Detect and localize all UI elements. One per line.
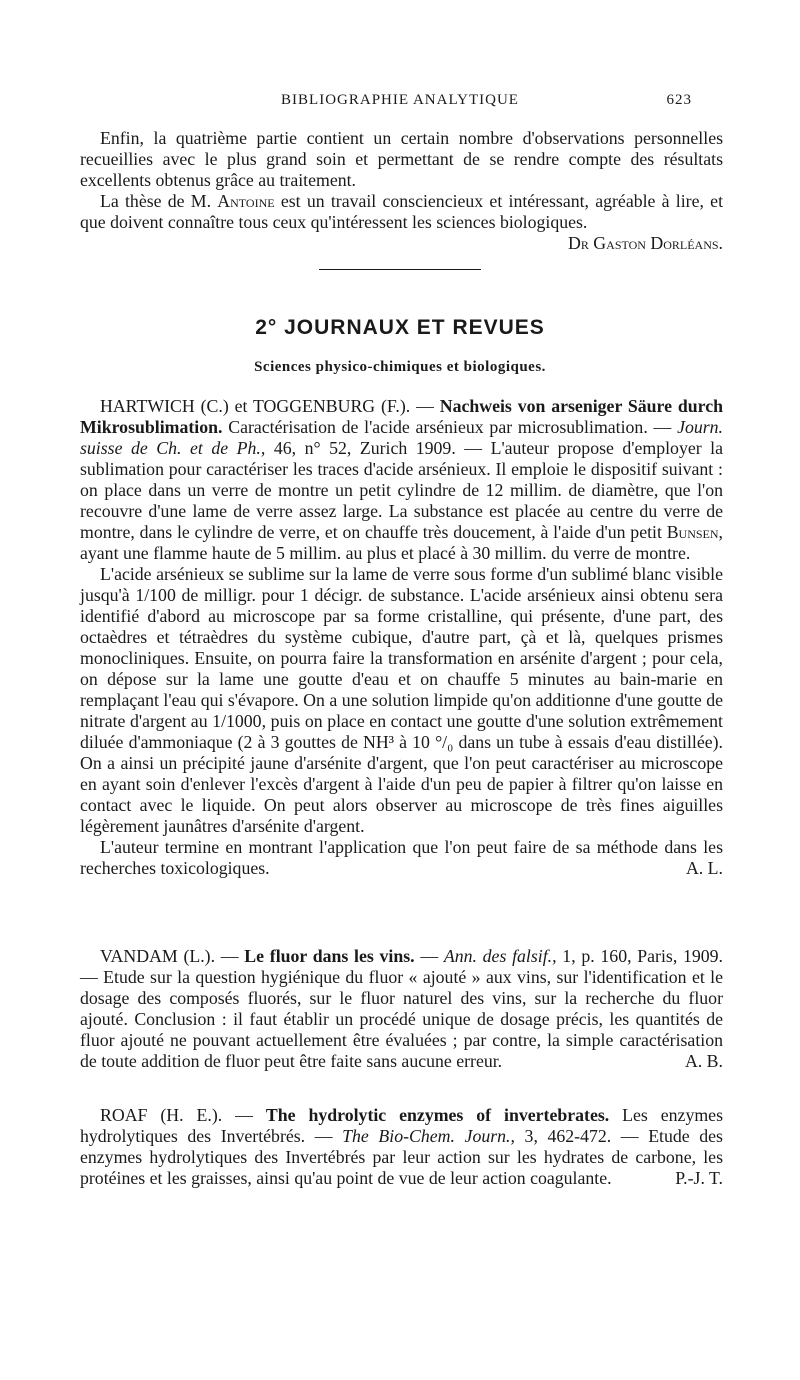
review-title: Le fluor dans les vins. <box>244 946 415 966</box>
journal-name: Journ. suisse de Ch. et de Ph., <box>80 417 724 458</box>
review-paragraph: L'auteur termine en montrant l'application que l'on peut faire de sa méthode dans les recherches toxicologiques. A. L. <box>80 837 723 878</box>
review-roaf <box>80 1105 723 1189</box>
review-paragraph: L'acide arsénieux se sublime sur la lame de verre sous forme d'un sublimé blanc visible jusqu'à 1/100 de milligr. pour 1 décigr. de substance. L'acide arsénieux ainsi obtenu sera identifié d'abord au microscope par sa forme cristalline, qui présente, d'une part, des octaèdres et tétraèdres du système cubique, d'autre part, çà et là, quelques prismes monocliniques. Ensuite, on pourra faire la transformation en arsénite d'argent ; pour cela, on dépose sur la lame une goutte d'eau et on chauffe 5 minutes au bain-marie en remplaçant l'eau qui s'évapore. On a une solution limpide qu'on additionne d'une goutte de nitrate d'argent au 1/1000, puis on place en contact une goutte d'une solution extrêmement diluée d'ammoniaque (2 à 3 gouttes de NH³ à 10 °/₀ dans un tube à essais d'eau distillée). On a ainsi un précipité jaune d'arsénite d'argent, que l'on peut caractériser au microscope en ayant soin d'enlever l'excès d'argent à l'aide d'un peu de papier à filtrer qu'on laisse en contact avec le liquide. On peut alors observer au microscope de très fines aiguilles légèrement jaunâtres d'arsénite d'argent. <box>80 564 723 836</box>
section-title: 2° JOURNAUX ET REVUES <box>255 316 545 339</box>
review-authors: ROAF (H. E.). — <box>100 1105 253 1125</box>
section-divider <box>319 269 481 270</box>
intro-paragraph: Enfin, la quatrième partie contient un certain nombre d'observations personnelles recueillies avec le plus grand soin et permettant de se rendre compte des résultats excellents obtenus grâce au traitement. <box>80 128 723 190</box>
review-vandam <box>80 946 723 1072</box>
review-title: The hydrolytic enzymes of invertebrates. <box>265 1105 610 1125</box>
intro-block <box>80 128 723 254</box>
review-authors: VANDAM (L.). — <box>100 946 239 966</box>
signature: A. B. <box>684 1051 723 1071</box>
signature: A. L. <box>685 858 723 878</box>
review-hartwich <box>80 396 723 879</box>
signature: Dr Gaston Dorléans. <box>568 233 723 253</box>
review-paragraph: ROAF (H. E.). — The hydrolytic enzymes of invertebrates. Les enzymes hydrolytiques des Invertébrés. — The Bio-Chem. Journ., 3, 462-472. — Etude des enzymes hydrolytiques des Invertébrés par leur action sur les hydrates de carbone, les protéines et les graisses, ainsi qu'au point de vue de leur action coagulante. P.-J. T. <box>80 1105 723 1188</box>
journal-name: The Bio-Chem. Journ., <box>342 1126 515 1146</box>
section-subtitle: Sciences physico-chimiques et biologiques. <box>254 359 546 375</box>
page-number: 623 <box>666 92 692 108</box>
journal-name: Ann. des falsif., <box>443 946 557 966</box>
review-paragraph: VANDAM (L.). — Le fluor dans les vins. — Ann. des falsif., 1, p. 160, Paris, 1909. — Etude sur la question hygiénique du fluor « ajouté » aux vins, sur l'identification et le dosage des composés fluorés, sur le fluor naturel des vins, sur la recherche du fluor ajouté. Conclusion : il faut établir un procédé unique de dosage précis, les quantités de fluor ajouté ne pouvant actuellement être évaluées ; par contre, la simple caractérisation de toute addition de fluor peut être faite sans aucune erreur. A. B. <box>80 946 724 1071</box>
review-authors: HARTWICH (C.) et TOGGENBURG (F.). — <box>100 396 434 416</box>
review-title: Nachweis von arseniger Säure durch Mikrosublimation. <box>80 396 723 437</box>
review-paragraph: HARTWICH (C.) et TOGGENBURG (F.). — Nachweis von arseniger Säure durch Mikrosublimation. Caractérisation de l'acide arsénieux par microsublimation. — Journ. suisse de Ch. et de Ph., 46, n° 52, Zurich 1909. — L'auteur propose d'employer la sublimation pour caractériser les traces d'acide arsénieux. Il emploie le dispositif suivant : on place dans un verre de montre un petit cylindre de 12 millim. de diamètre, que l'on recouvre d'une lame de verre assez large. La substance est placée au centre du verre de montre, dans le cylindre de verre, et on chauffe très doucement, à l'aide d'un petit Bunsen, ayant une flamme haute de 5 millim. au plus et placé à 30 millim. du verre de montre. <box>80 396 724 563</box>
running-title: BIBLIOGRAPHIE ANALYTIQUE <box>281 92 519 108</box>
person-name: Antoine <box>217 191 275 211</box>
intro-paragraph: La thèse de M. Antoine est un travail consciencieux et intéressant, agréable à lire, et que doivent connaître tous ceux qu'intéressent les sciences biologiques. Dr Gaston Dorléans. <box>80 191 724 253</box>
signature: P.-J. T. <box>675 1168 723 1188</box>
person-name: Bunsen, <box>666 522 723 542</box>
